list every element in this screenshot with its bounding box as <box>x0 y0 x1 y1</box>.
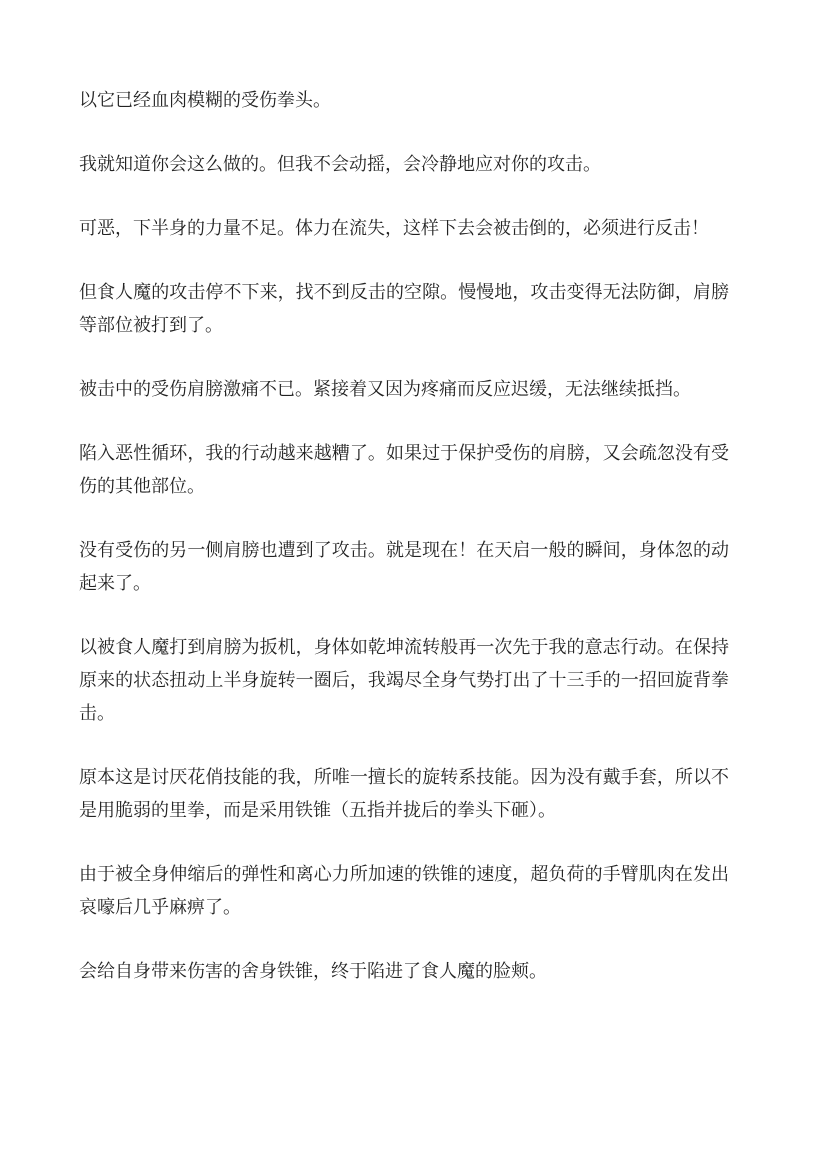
paragraph-10: 由于被全身伸缩后的弹性和离心力所加速的铁锥的速度，超负荷的手臂肌肉在发出哀嚎后几乎麻痹了。 <box>79 864 729 918</box>
document-page <box>79 84 729 1019</box>
paragraph-3: 可恶，下半身的力量不足。体力在流失，这样下去会被击倒的，必须进行反击！ <box>79 218 709 239</box>
paragraph-9: 原本这是讨厌花俏技能的我，所唯一擅长的旋转系技能。因为没有戴手套，所以不是用脆弱的里拳，而是采用铁锥（五指并拢后的拳头下砸）。 <box>79 767 729 821</box>
paragraph-7: 没有受伤的另一侧肩膀也遭到了攻击。就是现在！在天启一般的瞬间，身体忽的动起来了。 <box>79 540 729 594</box>
paragraph-8: 以被食人魔打到肩膀为扳机，身体如乾坤流转般再一次先于我的意志行动。在保持原来的状态扭动上半身旋转一圈后，我竭尽全身气势打出了十三手的一招回旋背拳击。 <box>79 637 729 724</box>
paragraph-2: 我就知道你会这么做的。但我不会动摇，会冷静地应对你的攻击。 <box>79 154 601 175</box>
paragraph-5: 被击中的受伤肩膀激痛不已。紧接着又因为疼痛而反应迟缓，无法继续抵挡。 <box>79 379 691 400</box>
paragraph-6: 陷入恶性循环，我的行动越来越糟了。如果过于保护受伤的肩膀，又会疏忽没有受伤的其他部位。 <box>79 443 729 497</box>
paragraph-1: 以它已经血肉模糊的受伤拳头。 <box>79 90 331 111</box>
paragraph-11: 会给自身带来伤害的舍身铁锥，终于陷进了食人魔的脸颊。 <box>79 961 547 982</box>
paragraph-4: 但食人魔的攻击停不下来，找不到反击的空隙。慢慢地，攻击变得无法防御，肩膀等部位被打到了。 <box>79 282 729 336</box>
